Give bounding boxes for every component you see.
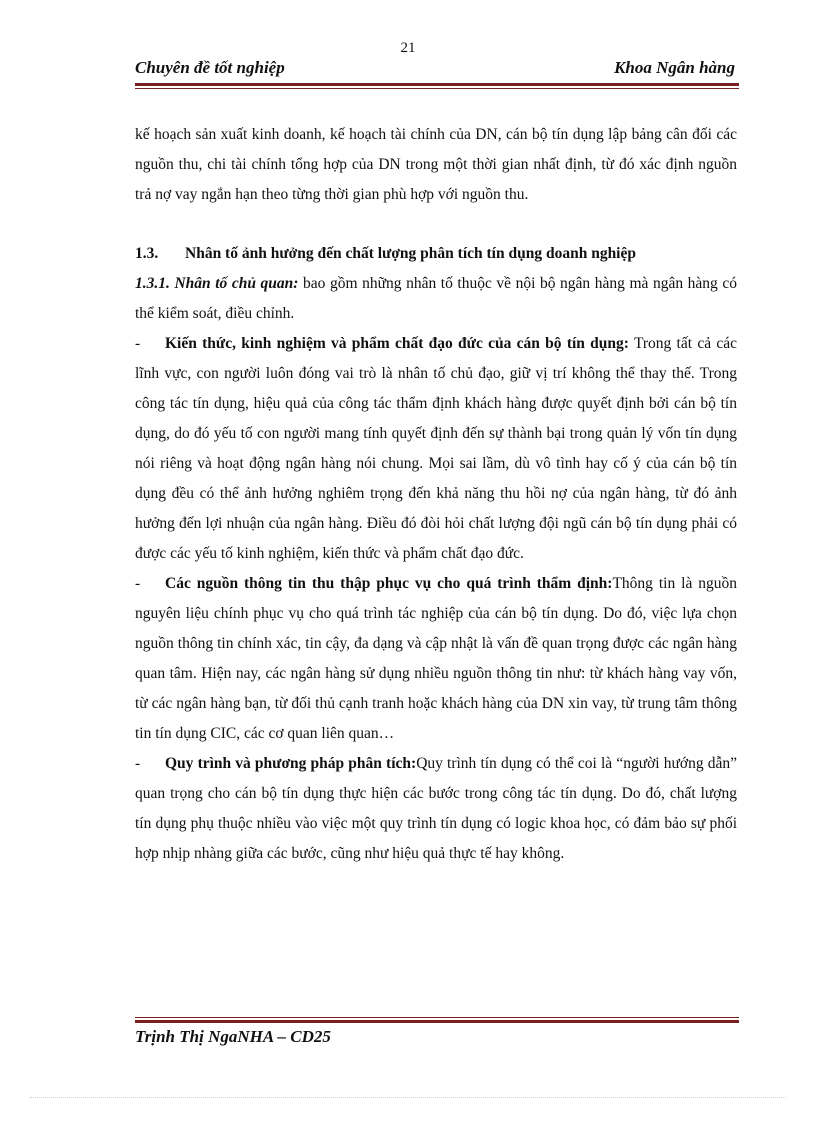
bullet-text: Thông tin là nguồn nguyên liệu chính phục vụ cho quá trình tác nghiệp của cán bộ tín dụng. Do đó, việc lựa chọn nguồn thông tin chính xác, tin cậy, đa dạng và cập nhật là vấn đề quan trọng được các ngân hàng quan tâm. Hiện nay, các ngân hàng sử dụng nhiều nguồn thông tin như: từ khách hàng vay vốn, từ các ngân hàng bạn, từ đối thủ cạnh tranh hoặc khách hàng của DN xin vay, từ trung tâm thông tin tín dụng CIC, các cơ quan liên quan… xyxy=(135,575,737,742)
footer-rule-thick xyxy=(135,1020,739,1023)
section-heading xyxy=(135,239,737,269)
section-number: 1.3. xyxy=(135,245,159,262)
header-rule-thin xyxy=(135,88,739,89)
list-item xyxy=(135,569,737,749)
bullet-marker: - xyxy=(135,335,141,352)
bullet-title: Kiến thức, kinh nghiệm và phẩm chất đạo đức của cán bộ tín dụng: xyxy=(165,335,629,352)
bullet-title: Các nguồn thông tin thu thập phục vụ cho quá trình thẩm định: xyxy=(165,575,613,592)
page-header xyxy=(135,58,739,82)
paragraph: kế hoạch sản xuất kinh doanh, kế hoạch tài chính của DN, cán bộ tín dụng lập bảng cân đối các nguồn thu, chi tài chính tổng hợp của DN trong một thời gian nhất định, từ đó xác định nguồn trả nợ vay ngắn hạn theo từng thời gian phù hợp với nguồn thu. xyxy=(135,126,737,203)
page-footer: Trịnh Thị NgaNHA – CD25 xyxy=(135,1027,331,1046)
header-department: Khoa Ngân hàng xyxy=(614,58,735,77)
subsection-label: 1.3.1. Nhân tố chủ quan: xyxy=(135,275,299,292)
list-item xyxy=(135,749,737,869)
header-rule-thick xyxy=(135,83,739,86)
header-title: Chuyên đề tốt nghiệp xyxy=(135,58,285,77)
document-body xyxy=(135,120,737,869)
bullet-marker: - xyxy=(135,575,141,592)
page-boundary xyxy=(30,1097,786,1098)
subsection-paragraph xyxy=(135,269,737,329)
section-title: Nhân tố ảnh hưởng đến chất lượng phân tích tín dụng doanh nghiệp xyxy=(185,245,636,262)
bullet-text: Quy trình tín dụng có thể coi là “người hướng dẫn” quan trọng cho cán bộ tín dụng thực hiện các bước trong công tác tín dụng. Do đó, chất lượng tín dụng phụ thuộc nhiều vào việc một quy trình tín dụng có logic khoa học, có đảm bảo sự phối hợp nhịp nhàng giữa các bước, cũng như hiệu quả thực tế hay không. xyxy=(135,755,737,862)
bullet-marker: - xyxy=(135,755,141,772)
footer-rule-thin xyxy=(135,1017,739,1018)
bullet-title: Quy trình và phương pháp phân tích: xyxy=(165,755,417,772)
list-item xyxy=(135,329,737,569)
page-number: 21 xyxy=(400,40,416,56)
subsection-text: bao gồm những nhân tố thuộc về nội bộ ngân hàng mà ngân hàng có thể kiểm soát, điều chỉnh. xyxy=(135,275,738,322)
bullet-text: Trong tất cả các lĩnh vực, con người luôn đóng vai trò là nhân tố chủ đạo, giữ vị trí không thể thay thế. Trong công tác tín dụng, hiệu quả của công tác thẩm định khách hàng được quyết định bởi cán bộ tín dụng, do đó yếu tố con người mang tính quyết định đến sự thành bại trong quản lý vốn tín dụng nói riêng và hoạt động ngân hàng nói chung. Mọi sai lầm, dù vô tình hay cố ý của cán bộ tín dụng đều có thể ảnh hưởng nghiêm trọng đến khả năng thu hồi nợ của ngân hàng, từ đó ảnh hưởng đến lợi nhuận của ngân hàng. Điều đó đòi hỏi chất lượng đội ngũ cán bộ tín dụng phải có được các yếu tố kinh nghiệm, kiến thức và phẩm chất đạo đức. xyxy=(135,335,737,562)
